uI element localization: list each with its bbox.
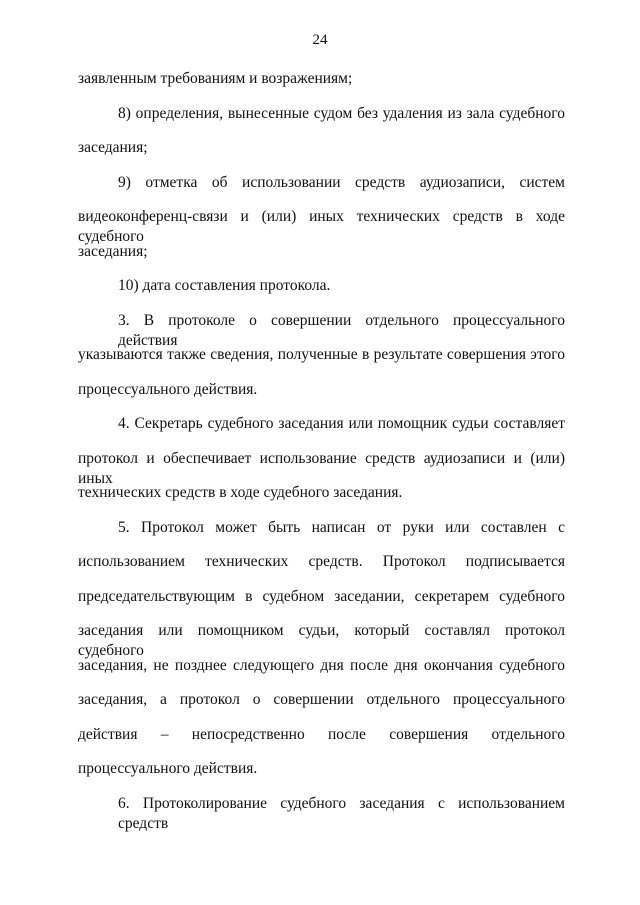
text-line: заседания; bbox=[78, 139, 148, 156]
text-line: процессуального действия. bbox=[78, 760, 258, 777]
text-line: председательствующим в судебном заседании, секретарем судебного bbox=[78, 588, 565, 605]
text-line: видеоконференц-связи и (или) иных технических средств в ходе судебного bbox=[78, 208, 565, 245]
page-number: 24 bbox=[312, 32, 328, 48]
text-line: 3. В протоколе о совершении отдельного процессуального действия bbox=[118, 312, 565, 349]
text-line: 8) определения, вынесенные судом без удаления из зала судебного bbox=[118, 105, 565, 122]
text-line: заявленным требованиям и возражениям; bbox=[78, 70, 353, 87]
text-line: протокол и обеспечивает использование средств аудиозаписи и (или) иных bbox=[78, 450, 565, 487]
text-line: 9) отметка об использовании средств аудиозаписи, систем bbox=[118, 174, 565, 191]
text-line: заседания, а протокол о совершении отдельного процессуального bbox=[78, 691, 565, 708]
text-line: заседания или помощником судьи, который составлял протокол судебного bbox=[78, 622, 565, 659]
text-line: технических средств в ходе судебного заседания. bbox=[78, 484, 403, 501]
text-line: процессуального действия. bbox=[78, 381, 258, 398]
text-line: 10) дата составления протокола. bbox=[118, 277, 331, 294]
text-line: действия – непосредственно после совершения отдельного bbox=[78, 726, 565, 743]
text-line: 5. Протокол может быть написан от руки или составлен с bbox=[118, 519, 565, 536]
text-line: заседания, не позднее следующего дня после дня окончания судебного bbox=[78, 657, 565, 674]
text-line: заседания; bbox=[78, 243, 148, 260]
text-line: 4. Секретарь судебного заседания или помощник судьи составляет bbox=[118, 415, 565, 432]
text-line: указываются также сведения, полученные в результате совершения этого bbox=[78, 346, 565, 363]
text-line: использованием технических средств. Протокол подписывается bbox=[78, 553, 565, 570]
text-line: 6. Протоколирование судебного заседания с использованием средств bbox=[118, 795, 565, 832]
